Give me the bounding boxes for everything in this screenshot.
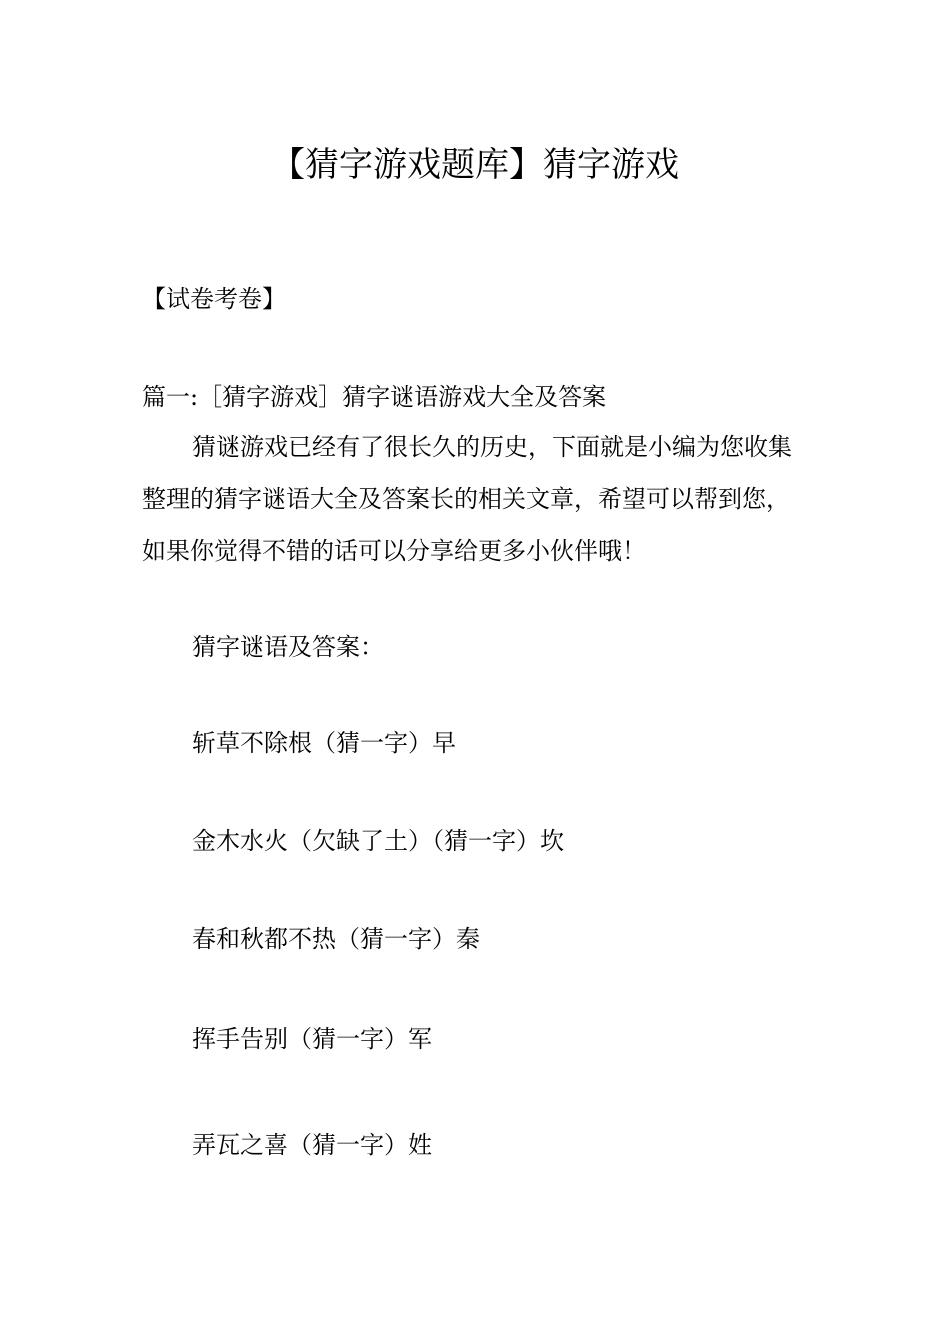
riddle-item: 挥手告别（猜一字）军 xyxy=(192,1025,432,1053)
riddle-item: 弄瓦之喜（猜一字）姓 xyxy=(192,1131,432,1159)
intro-paragraph: 猜谜游戏已经有了很长久的历史，下面就是小编为您收集整理的猜字谜语大全及答案长的相关文章，希望可以帮到您，如果你觉得不错的话可以分享给更多小伙伴哦！ xyxy=(142,433,792,565)
document-title: 【猜字游戏题库】猜字游戏 xyxy=(271,145,679,185)
riddle-item: 春和秋都不热（猜一字）秦 xyxy=(192,925,480,953)
section-heading: 篇一:［猜字游戏］猜字谜语游戏大全及答案 xyxy=(142,383,607,411)
answers-heading: 猜字谜语及答案： xyxy=(192,633,384,661)
document-label: 【试卷考卷】 xyxy=(142,285,286,313)
riddle-item: 金木水火（欠缺了土）（猜一字）坎 xyxy=(192,827,564,855)
riddle-item: 斩草不除根（猜一字）早 xyxy=(192,729,456,757)
